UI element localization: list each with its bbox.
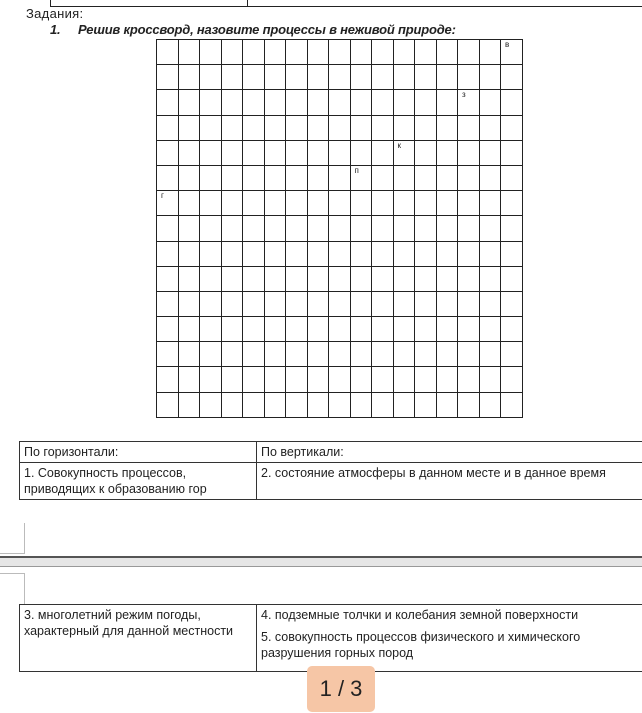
crossword-cell[interactable]	[308, 342, 330, 367]
crossword-cell[interactable]	[394, 166, 416, 191]
crossword-cell[interactable]	[200, 191, 222, 216]
crossword-cell[interactable]	[243, 342, 265, 367]
crossword-cell[interactable]	[372, 317, 394, 342]
crossword-cell[interactable]	[372, 166, 394, 191]
crossword-cell[interactable]	[200, 317, 222, 342]
crossword-cell[interactable]	[200, 40, 222, 65]
crossword-cell[interactable]	[415, 267, 437, 292]
crossword-cell[interactable]	[458, 367, 480, 392]
crossword-cell[interactable]	[179, 116, 201, 141]
tasks-heading: Задания:	[26, 6, 84, 21]
crossword-cell[interactable]	[480, 116, 502, 141]
crossword-cell[interactable]	[243, 242, 265, 267]
clue-h3: 3. многолетний режим погоды, характерный для данной местности	[20, 605, 257, 672]
crossword-cell[interactable]	[157, 40, 179, 65]
crossword-cell[interactable]	[222, 40, 244, 65]
crossword-cell[interactable]	[372, 90, 394, 115]
crossword-start-letter: з	[462, 90, 466, 100]
crossword-cell[interactable]	[501, 216, 523, 241]
crossword-cell[interactable]	[200, 342, 222, 367]
crossword-cell[interactable]	[308, 317, 330, 342]
crossword-cell[interactable]	[265, 342, 287, 367]
task-text: Решив кроссворд, назовите процессы в неживой природе:	[78, 22, 456, 37]
crossword-cell[interactable]	[351, 216, 373, 241]
crossword-cell[interactable]	[480, 317, 502, 342]
crossword-cell[interactable]	[308, 267, 330, 292]
crossword-cell[interactable]	[501, 40, 523, 65]
crossword-cell[interactable]	[200, 367, 222, 392]
crossword-cell[interactable]	[351, 292, 373, 317]
crossword-cell[interactable]	[200, 393, 222, 418]
crossword-cell[interactable]	[394, 393, 416, 418]
crossword-cell[interactable]	[222, 393, 244, 418]
crossword-cell[interactable]	[458, 40, 480, 65]
crossword-cell[interactable]	[286, 191, 308, 216]
crossword-cell[interactable]	[265, 65, 287, 90]
crossword-cell[interactable]	[329, 40, 351, 65]
crossword-cell[interactable]	[480, 393, 502, 418]
crossword-cell[interactable]	[265, 393, 287, 418]
crossword-cell[interactable]	[372, 216, 394, 241]
crossword-cell[interactable]	[157, 317, 179, 342]
crossword-cell[interactable]	[286, 393, 308, 418]
crossword-cell[interactable]	[372, 267, 394, 292]
crossword-cell[interactable]	[222, 317, 244, 342]
crossword-cell[interactable]	[243, 90, 265, 115]
crossword-cell[interactable]	[437, 216, 459, 241]
crossword-cell[interactable]	[222, 242, 244, 267]
crossword-cell[interactable]	[415, 292, 437, 317]
crossword-cell[interactable]	[179, 292, 201, 317]
crossword-cell[interactable]	[308, 191, 330, 216]
crossword-cell[interactable]	[157, 393, 179, 418]
crossword-start-letter: п	[354, 165, 359, 175]
crossword-cell[interactable]	[157, 292, 179, 317]
crossword-cell[interactable]	[394, 90, 416, 115]
crossword-cell[interactable]	[286, 292, 308, 317]
crossword-cell[interactable]	[243, 191, 265, 216]
crossword-cell[interactable]	[415, 216, 437, 241]
crossword-cell[interactable]	[329, 191, 351, 216]
crossword-cell[interactable]	[265, 141, 287, 166]
crossword-cell[interactable]	[329, 216, 351, 241]
crossword-cell[interactable]	[308, 292, 330, 317]
crossword-cell[interactable]	[200, 216, 222, 241]
clues-table-page1	[19, 441, 642, 500]
crossword-cell[interactable]	[501, 191, 523, 216]
crossword-cell[interactable]	[415, 317, 437, 342]
crossword-cell[interactable]	[480, 292, 502, 317]
crossword-cell[interactable]	[243, 393, 265, 418]
crossword-cell[interactable]	[329, 342, 351, 367]
crossword-cell[interactable]	[243, 267, 265, 292]
crossword-cell[interactable]	[394, 141, 416, 166]
crossword-cell[interactable]	[480, 141, 502, 166]
crossword-cell[interactable]	[394, 116, 416, 141]
crossword-cell[interactable]	[308, 141, 330, 166]
crossword-cell[interactable]	[179, 191, 201, 216]
crossword-cell[interactable]	[286, 367, 308, 392]
crossword-cell[interactable]	[329, 90, 351, 115]
crossword-cell[interactable]	[415, 90, 437, 115]
crossword-cell[interactable]	[157, 141, 179, 166]
crossword-cell[interactable]	[179, 342, 201, 367]
crossword-cell[interactable]	[308, 166, 330, 191]
crossword-cell[interactable]	[458, 292, 480, 317]
crossword-cell[interactable]	[329, 393, 351, 418]
crossword-cell[interactable]	[458, 317, 480, 342]
crossword-cell[interactable]	[394, 267, 416, 292]
crossword-cell[interactable]	[179, 90, 201, 115]
task-1-instruction	[50, 22, 456, 37]
crossword-cell[interactable]	[480, 191, 502, 216]
clue-h1: 1. Совокупность процессов, приводящих к образованию гор	[20, 463, 257, 500]
crossword-start-letter: в	[505, 40, 510, 49]
crossword-cell[interactable]	[179, 393, 201, 418]
crossword-cell[interactable]	[415, 393, 437, 418]
crossword-cell[interactable]	[179, 242, 201, 267]
crossword-cell[interactable]	[501, 116, 523, 141]
clue-v4: 4. подземные толчки и колебания земной поверхности	[261, 608, 579, 622]
crossword-cell[interactable]	[372, 342, 394, 367]
crossword-cell[interactable]	[415, 367, 437, 392]
crossword-cell[interactable]	[372, 191, 394, 216]
crossword-cell[interactable]	[157, 242, 179, 267]
crossword-cell[interactable]	[437, 141, 459, 166]
crossword-cell[interactable]	[437, 166, 459, 191]
crossword-cell[interactable]	[415, 40, 437, 65]
crossword-cell[interactable]	[415, 116, 437, 141]
crossword-cell[interactable]	[501, 65, 523, 90]
crossword-cell[interactable]	[372, 242, 394, 267]
crossword-cell[interactable]	[286, 216, 308, 241]
crossword-start-letter: г	[161, 191, 164, 201]
crossword-cell[interactable]	[286, 166, 308, 191]
crossword-cell[interactable]	[243, 116, 265, 141]
crossword-cell[interactable]	[265, 166, 287, 191]
crossword-cell[interactable]	[286, 40, 308, 65]
crossword-cell[interactable]	[265, 191, 287, 216]
crossword-cell[interactable]	[222, 191, 244, 216]
crossword-cell[interactable]	[222, 367, 244, 392]
crossword-cell[interactable]	[351, 166, 373, 191]
crossword-cell[interactable]	[308, 65, 330, 90]
crossword-cell[interactable]	[394, 65, 416, 90]
crossword-cell[interactable]	[372, 141, 394, 166]
crossword-cell[interactable]	[480, 267, 502, 292]
crossword-cell[interactable]	[458, 267, 480, 292]
crossword-cell[interactable]	[157, 342, 179, 367]
crossword-cell[interactable]	[351, 141, 373, 166]
crossword-cell[interactable]	[415, 65, 437, 90]
clue-v2: 2. состояние атмосферы в данном месте и в данное время	[257, 463, 642, 500]
crossword-cell[interactable]	[415, 141, 437, 166]
crossword-cell[interactable]	[286, 317, 308, 342]
crossword-cell[interactable]	[458, 90, 480, 115]
crossword-cell[interactable]	[415, 166, 437, 191]
crossword-cell[interactable]	[200, 267, 222, 292]
crossword-cell[interactable]	[329, 367, 351, 392]
page-indicator[interactable]: 1 / 3	[307, 666, 375, 712]
crossword-cell[interactable]	[351, 191, 373, 216]
crossword-cell[interactable]	[286, 90, 308, 115]
crossword-cell[interactable]	[179, 65, 201, 90]
crossword-cell[interactable]	[480, 166, 502, 191]
crossword-cell[interactable]	[179, 367, 201, 392]
crossword-cell[interactable]	[265, 267, 287, 292]
crossword-cell[interactable]	[200, 166, 222, 191]
crossword-cell[interactable]	[157, 367, 179, 392]
crossword-cell[interactable]	[329, 317, 351, 342]
crossword-cell[interactable]	[480, 65, 502, 90]
crossword-cell[interactable]	[394, 367, 416, 392]
crossword-cell[interactable]	[501, 166, 523, 191]
crossword-cell[interactable]	[458, 141, 480, 166]
crossword-cell[interactable]	[372, 393, 394, 418]
crossword-cell[interactable]	[372, 116, 394, 141]
crossword-cell[interactable]	[372, 65, 394, 90]
crossword-cell[interactable]	[222, 116, 244, 141]
crossword-cell[interactable]	[501, 267, 523, 292]
crossword-cell[interactable]	[308, 242, 330, 267]
crossword-cell[interactable]	[308, 393, 330, 418]
crossword-cell[interactable]	[480, 367, 502, 392]
crossword-cell[interactable]	[243, 141, 265, 166]
crossword-cell[interactable]	[286, 342, 308, 367]
crossword-cell[interactable]	[157, 267, 179, 292]
crossword-cell[interactable]	[437, 342, 459, 367]
crossword-cell[interactable]	[200, 90, 222, 115]
crossword-cell[interactable]	[243, 292, 265, 317]
crossword-cell[interactable]	[394, 342, 416, 367]
crossword-cell[interactable]	[437, 292, 459, 317]
crossword-cell[interactable]	[329, 116, 351, 141]
crossword-cell[interactable]	[200, 292, 222, 317]
crossword-cell[interactable]	[415, 242, 437, 267]
crossword-cell[interactable]	[329, 65, 351, 90]
crossword-cell[interactable]	[458, 166, 480, 191]
crossword-cell[interactable]	[200, 65, 222, 90]
page-break	[0, 556, 642, 567]
crossword-cell[interactable]	[179, 166, 201, 191]
task-number: 1.	[50, 22, 61, 37]
crossword-cell[interactable]	[179, 40, 201, 65]
crossword-cell[interactable]	[222, 166, 244, 191]
crossword-cell[interactable]	[286, 65, 308, 90]
crossword-cell[interactable]	[351, 242, 373, 267]
crossword-cell[interactable]	[351, 342, 373, 367]
crossword-cell[interactable]	[351, 317, 373, 342]
crossword-cell[interactable]	[265, 90, 287, 115]
crossword-cell[interactable]	[243, 40, 265, 65]
crossword-cell[interactable]	[157, 166, 179, 191]
crossword-cell[interactable]	[372, 367, 394, 392]
horizontal-header: По горизонтали:	[20, 442, 257, 463]
crossword-cell[interactable]	[458, 116, 480, 141]
crossword-cell[interactable]	[458, 191, 480, 216]
crossword-cell[interactable]	[437, 65, 459, 90]
crossword-cell[interactable]	[222, 90, 244, 115]
crossword-cell[interactable]	[157, 65, 179, 90]
crossword-cell[interactable]	[501, 367, 523, 392]
crossword-cell[interactable]	[394, 317, 416, 342]
crossword-cell[interactable]	[329, 166, 351, 191]
crossword-cell[interactable]	[286, 267, 308, 292]
crossword-cell[interactable]	[265, 292, 287, 317]
crossword-cell[interactable]	[157, 116, 179, 141]
crossword-cell[interactable]	[179, 216, 201, 241]
crossword-cell[interactable]	[222, 342, 244, 367]
crossword-cell[interactable]	[157, 90, 179, 115]
crossword-cell[interactable]	[351, 367, 373, 392]
crossword-cell[interactable]	[437, 40, 459, 65]
crossword-cell[interactable]	[437, 367, 459, 392]
crossword-cell[interactable]	[394, 40, 416, 65]
crossword-cell[interactable]	[308, 40, 330, 65]
crossword-cell[interactable]	[179, 141, 201, 166]
crossword-cell[interactable]	[222, 267, 244, 292]
crossword-cell[interactable]	[351, 393, 373, 418]
crossword-cell[interactable]	[480, 216, 502, 241]
crossword-cell[interactable]	[501, 90, 523, 115]
crossword-cell[interactable]	[480, 40, 502, 65]
crossword-grid[interactable]	[156, 39, 523, 418]
crossword-cell[interactable]	[437, 191, 459, 216]
crossword-cell[interactable]	[458, 216, 480, 241]
crossword-cell[interactable]	[265, 40, 287, 65]
clue-v5: 5. совокупность процессов физического и химического разрушения горных пород	[261, 630, 581, 660]
crossword-cell[interactable]	[458, 65, 480, 90]
crossword-cell[interactable]	[265, 317, 287, 342]
clues-table-page2	[19, 604, 642, 672]
crossword-cell[interactable]	[437, 116, 459, 141]
crossword-cell[interactable]	[458, 342, 480, 367]
crossword-cell[interactable]	[243, 216, 265, 241]
crossword-cell[interactable]	[351, 267, 373, 292]
crossword-cell[interactable]	[501, 141, 523, 166]
crossword-cell[interactable]	[200, 141, 222, 166]
crossword-cell[interactable]	[437, 242, 459, 267]
crossword-cell[interactable]	[480, 90, 502, 115]
previous-table-bottom	[50, 0, 642, 7]
crossword-start-letter: к	[397, 140, 401, 150]
crossword-cell[interactable]	[415, 191, 437, 216]
crossword-cell[interactable]	[265, 116, 287, 141]
crossword-cell[interactable]	[351, 65, 373, 90]
crossword-cell[interactable]	[157, 191, 179, 216]
crossword-cell[interactable]	[222, 65, 244, 90]
crossword-cell[interactable]	[329, 242, 351, 267]
page-corner-marker	[0, 523, 25, 554]
crossword-cell[interactable]	[437, 317, 459, 342]
crossword-cell[interactable]	[480, 342, 502, 367]
crossword-cell[interactable]	[501, 292, 523, 317]
crossword-cell[interactable]	[394, 292, 416, 317]
crossword-cell[interactable]	[394, 242, 416, 267]
crossword-cell[interactable]	[265, 216, 287, 241]
crossword-cell[interactable]	[179, 267, 201, 292]
crossword-cell[interactable]	[501, 317, 523, 342]
crossword-cell[interactable]	[458, 242, 480, 267]
crossword-cell[interactable]	[501, 242, 523, 267]
crossword-cell[interactable]	[437, 393, 459, 418]
crossword-cell[interactable]	[308, 367, 330, 392]
crossword-cell[interactable]	[308, 116, 330, 141]
crossword-cell[interactable]	[265, 367, 287, 392]
crossword-cell[interactable]	[265, 242, 287, 267]
crossword-cell[interactable]	[480, 242, 502, 267]
crossword-cell[interactable]	[372, 40, 394, 65]
crossword-cell[interactable]	[222, 141, 244, 166]
crossword-cell[interactable]	[329, 267, 351, 292]
crossword-cell[interactable]	[394, 216, 416, 241]
crossword-cell[interactable]	[286, 141, 308, 166]
crossword-cell[interactable]	[437, 90, 459, 115]
crossword-cell[interactable]	[329, 141, 351, 166]
crossword-cell[interactable]	[415, 342, 437, 367]
vertical-header: По вертикали:	[257, 442, 642, 463]
crossword-cell[interactable]	[394, 191, 416, 216]
crossword-cell[interactable]	[351, 90, 373, 115]
vertical-clues-cell	[257, 605, 642, 672]
crossword-cell[interactable]	[200, 116, 222, 141]
crossword-cell[interactable]	[329, 292, 351, 317]
crossword-cell[interactable]	[308, 90, 330, 115]
crossword-cell[interactable]	[501, 342, 523, 367]
crossword-cell[interactable]	[243, 317, 265, 342]
crossword-cell[interactable]	[437, 267, 459, 292]
crossword-cell[interactable]	[286, 116, 308, 141]
crossword-cell[interactable]	[286, 242, 308, 267]
crossword-cell[interactable]	[243, 65, 265, 90]
crossword-cell[interactable]	[243, 166, 265, 191]
crossword-cell[interactable]	[243, 367, 265, 392]
crossword-cell[interactable]	[200, 242, 222, 267]
crossword-cell[interactable]	[458, 393, 480, 418]
crossword-cell[interactable]	[351, 116, 373, 141]
crossword-cell[interactable]	[308, 216, 330, 241]
crossword-cell[interactable]	[222, 216, 244, 241]
crossword-cell[interactable]	[351, 40, 373, 65]
crossword-cell[interactable]	[222, 292, 244, 317]
page-corner-marker	[0, 573, 25, 604]
crossword-cell[interactable]	[179, 317, 201, 342]
crossword-cell[interactable]	[372, 292, 394, 317]
crossword-cell[interactable]	[157, 216, 179, 241]
crossword-cell[interactable]	[501, 393, 523, 418]
